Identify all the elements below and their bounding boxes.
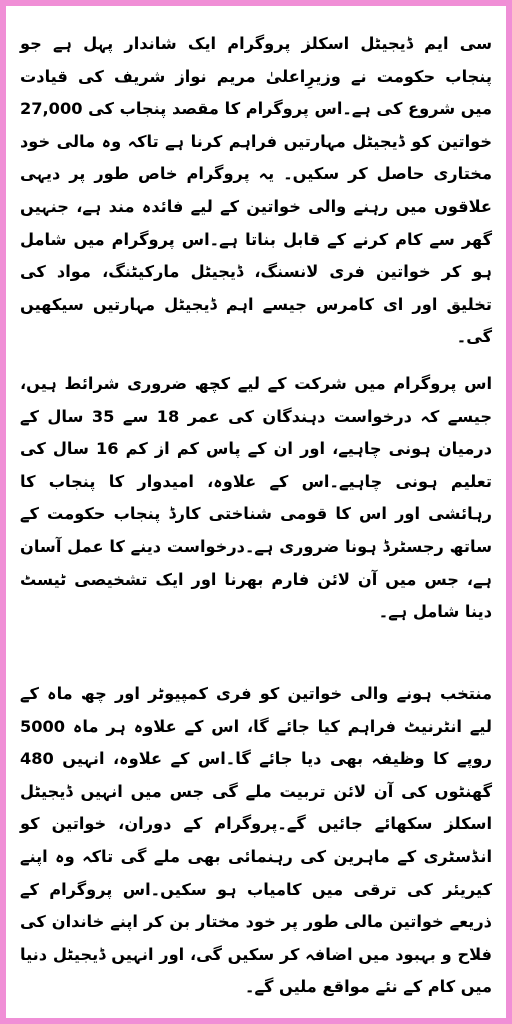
paragraph-intro: سی ایم ڈیجیٹل اسکلز پروگرام ایک شاندار پہل ہے جو پنجاب حکومت نے وزیرِاعلیٰ مریم نواز شریف کی قیادت میں شروع کی ہے۔اس پروگرام کا مقصد پنجاب کی 27,000 خواتین کو ڈیجیٹل مہارتیں فراہم کرنا ہے تاکہ وہ مالی خود مختاری حاصل کر سکیں۔ یہ پروگرام خاص طور پر دیہی علاقوں میں رہنے والی خواتین کے لیے فائدہ مند ہے، جنہیں گھر سے کام کرنے کے قابل بناتا ہے۔اس پروگرام میں شامل ہو کر خواتین فری لانسنگ، ڈیجیٹل مارکیٹنگ، مواد کی تخلیق اور ای کامرس جیسے اہم ڈیجیٹل مہارتیں سیکھیں گی۔: [20, 34, 492, 347]
paragraph-benefits: منتخب ہونے والی خواتین کو فری کمپیوٹر اور چھ ماہ کے لیے انٹرنیٹ فراہم کیا جائے گا، اس کے علاوہ ہر ماہ 5000 روپے کا وظیفہ بھی دیا جائے گا۔اس کے علاوہ، انہیں 480 گھنٹوں کی آن لائن تربیت ملے گی جس میں انہیں ڈیجیٹل اسکلز سکھائے جائیں گے۔پروگرام کے دوران، خواتین کو انڈسٹری کے ماہرین کی رہنمائی بھی ملے گی تاکہ وہ اپنے کیریئر کی ترقی میں کامیاب ہو سکیں۔اس پروگرام کے ذریعے خواتین مالی طور پر خود مختار بن کر اپنے خاندان کی فلاح و بہبود میں اضافہ کر سکیں گی، اور انہیں ڈیجیٹل دنیا میں کام کے نئے مواقع ملیں گے۔: [20, 684, 492, 997]
article-body: [20, 20, 492, 1004]
paragraph-eligibility: اس پروگرام میں شرکت کے لیے کچھ ضروری شرائط ہیں، جیسے کہ درخواست دہندگان کی عمر 18 سے 35 سال کے درمیان ہونی چاہیے، اور ان کے پاس کم از کم 16 سال کی تعلیم ہونی چاہیے۔اس کے علاوہ، امیدوار کا پنجاب کا رہائشی اور اس کا قومی شناختی کارڈ پنجاب حکومت کے ساتھ رجسٹرڈ ہونا ضروری ہے۔درخواست دینے کا عمل آسان ہے، جس میں آن لائن فارم بھرنا اور ایک تشخیصی ٹیسٹ دینا شامل ہے۔: [20, 374, 492, 622]
